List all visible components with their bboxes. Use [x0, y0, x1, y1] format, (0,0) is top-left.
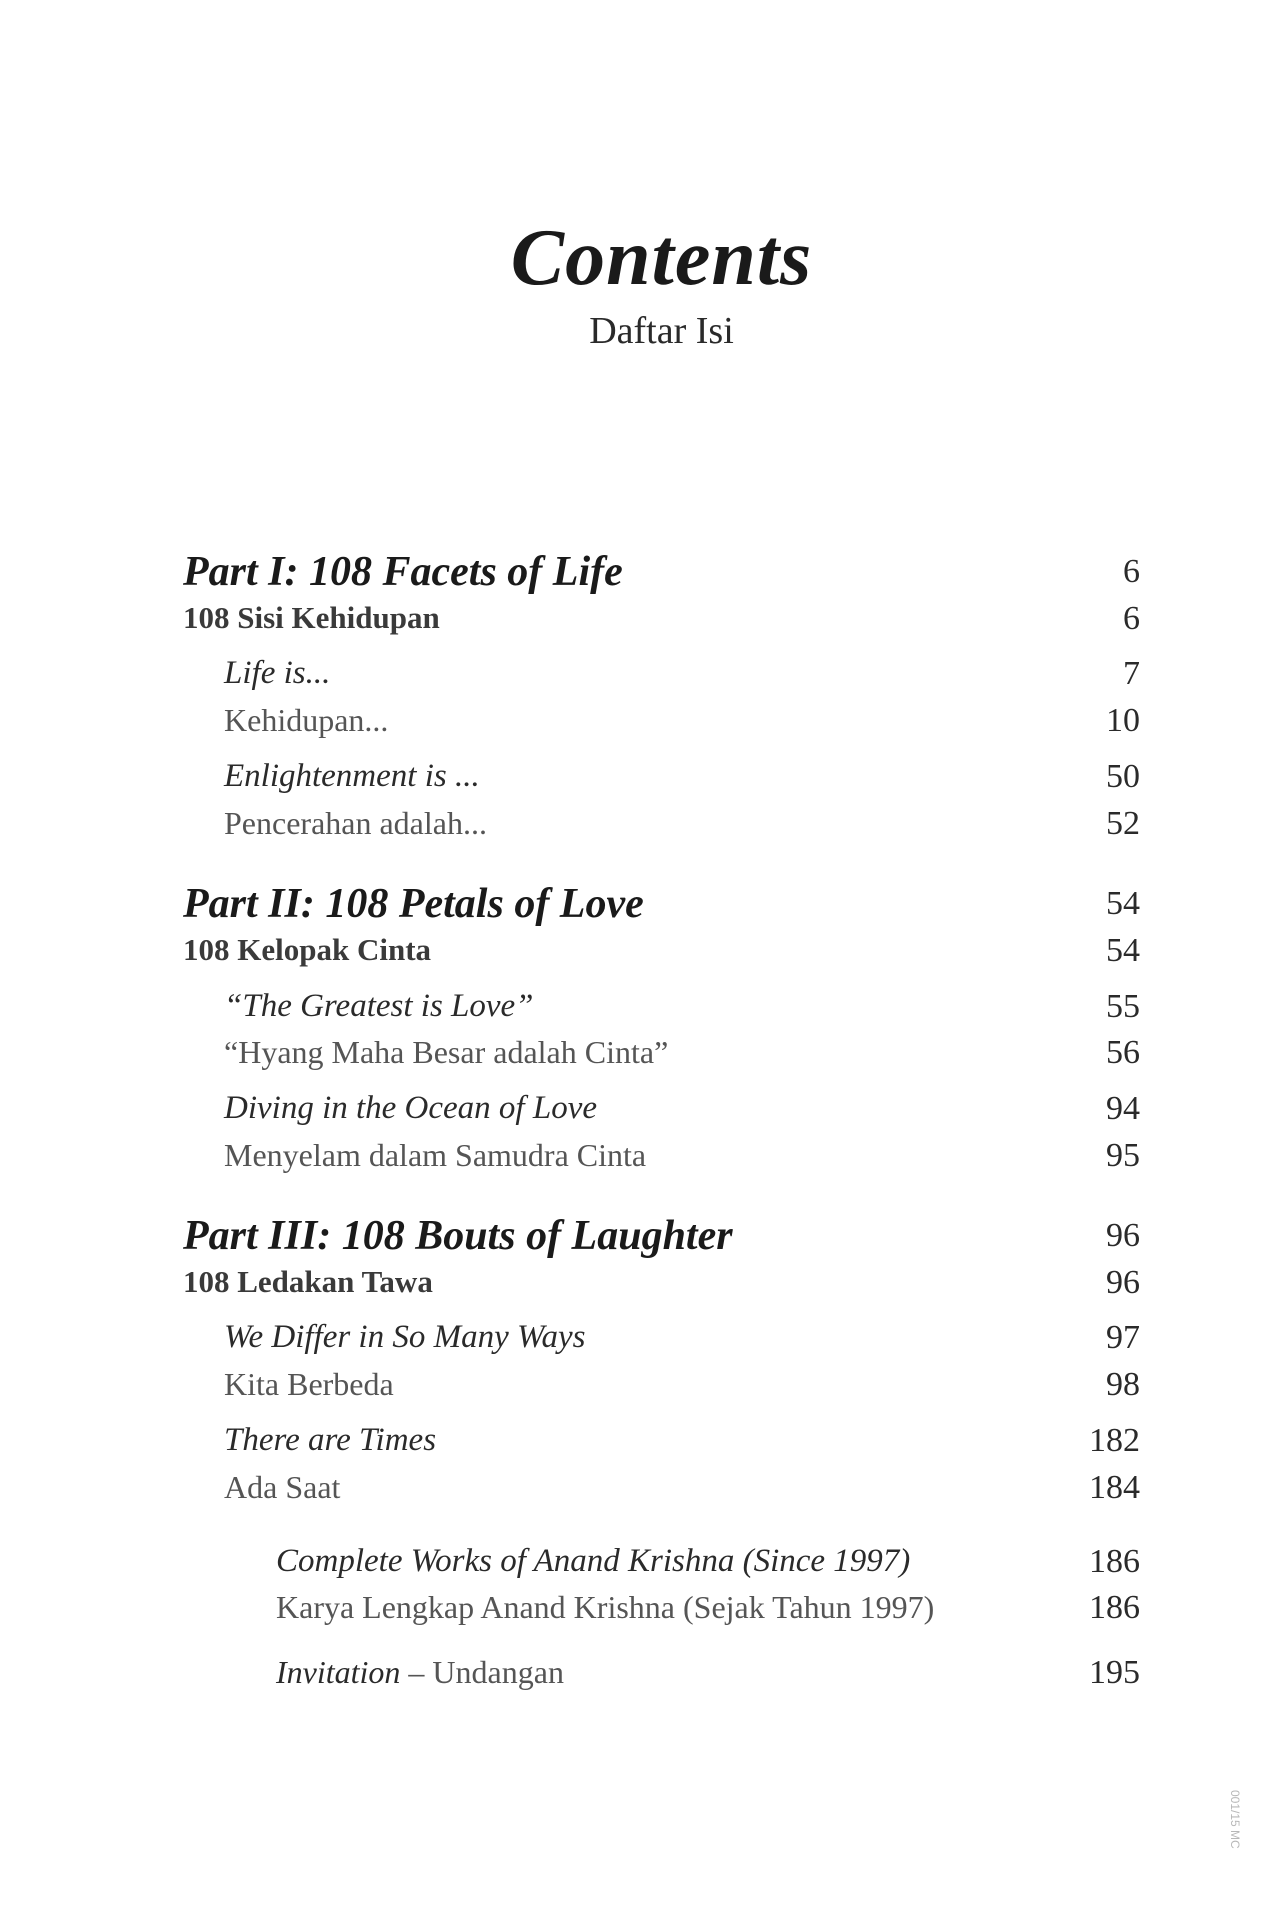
toc-entry-row[interactable] [0, 1321, 1280, 1369]
toc-page-number: 195 [1089, 1654, 1140, 1691]
side-stamp: 001/15 MC [1228, 1790, 1242, 1849]
toc-part-title: Part III: 108 Bouts of Laughter [183, 1213, 733, 1259]
toc-entry-title: “The Greatest is Love” [224, 988, 534, 1024]
toc-part-row[interactable] [0, 551, 1280, 599]
toc-entry-title: Enlightenment is ... [224, 758, 480, 794]
toc-page-number: 50 [1106, 758, 1140, 795]
toc-entry-row[interactable] [0, 657, 1280, 705]
toc-page-number: 10 [1106, 702, 1140, 739]
toc-entry-row[interactable] [0, 807, 1280, 855]
toc-entry-title: Menyelam dalam Samudra Cinta [224, 1137, 647, 1173]
toc-entry-title: “Hyang Maha Besar adalah Cinta” [224, 1034, 669, 1070]
toc-page-number: 96 [1106, 1217, 1140, 1254]
invitation-en: Invitation [276, 1654, 401, 1690]
toc-part-subtitle-row[interactable] [0, 1266, 1280, 1314]
toc-entry-row[interactable] [0, 704, 1280, 752]
toc-invitation-title [276, 1656, 564, 1688]
toc-entry-row[interactable] [0, 1139, 1280, 1187]
toc-page-number: 97 [1106, 1319, 1140, 1356]
toc-entry-row[interactable] [0, 1092, 1280, 1140]
invitation-id: Undangan [432, 1654, 564, 1690]
toc-page-number: 98 [1106, 1366, 1140, 1403]
toc-entry-title: Diving in the Ocean of Love [224, 1090, 597, 1126]
toc-page-number: 55 [1106, 988, 1140, 1025]
invitation-separator: – [400, 1654, 433, 1690]
toc-page-number: 6 [1123, 600, 1140, 637]
toc-entry-row[interactable] [0, 1036, 1280, 1084]
toc-page-number: 96 [1106, 1264, 1140, 1301]
toc-appendix-title: Complete Works of Anand Krishna (Since 1997) [276, 1543, 911, 1579]
toc-page-number: 184 [1089, 1469, 1140, 1506]
toc-page-number: 6 [1123, 553, 1140, 590]
toc-entry-row[interactable] [0, 1368, 1280, 1416]
toc-entry-title: We Differ in So Many Ways [224, 1319, 586, 1355]
toc-entry-title: Kita Berbeda [224, 1366, 394, 1402]
toc-page-number: 186 [1089, 1589, 1140, 1626]
page-subtitle: Daftar Isi [589, 310, 734, 352]
page-title: Contents [510, 214, 813, 302]
toc-entry-title: There are Times [224, 1422, 437, 1458]
toc-page-number: 186 [1089, 1543, 1140, 1580]
toc-page-number: 182 [1089, 1422, 1140, 1459]
toc-entry-row[interactable] [0, 1424, 1280, 1472]
toc-invitation-row[interactable] [0, 1656, 1280, 1704]
toc-page-number: 95 [1106, 1137, 1140, 1174]
toc-entry-row[interactable] [0, 1471, 1280, 1519]
toc-page-number: 56 [1106, 1034, 1140, 1071]
toc-entry-title: Kehidupan... [224, 702, 389, 738]
toc-appendix-title: Karya Lengkap Anand Krishna (Sejak Tahun 1997) [276, 1589, 935, 1625]
toc-entry-row[interactable] [0, 760, 1280, 808]
toc-part-subtitle: 108 Sisi Kehidupan [183, 600, 440, 635]
toc-part-subtitle: 108 Ledakan Tawa [183, 1264, 433, 1299]
toc-entry-title: Ada Saat [224, 1469, 341, 1505]
toc-page-number: 7 [1123, 655, 1140, 692]
toc-page-number: 52 [1106, 805, 1140, 842]
toc-appendix-row[interactable] [0, 1545, 1280, 1593]
toc-part-row[interactable] [0, 1215, 1280, 1263]
toc-part-subtitle-row[interactable] [0, 602, 1280, 650]
toc-entry-title: Pencerahan adalah... [224, 805, 487, 841]
toc-entry-row[interactable] [0, 990, 1280, 1038]
toc-part-subtitle: 108 Kelopak Cinta [183, 932, 432, 967]
toc-part-subtitle-row[interactable] [0, 934, 1280, 982]
toc-page-number: 54 [1106, 885, 1140, 922]
toc-part-title: Part II: 108 Petals of Love [183, 881, 644, 927]
toc-part-title: Part I: 108 Facets of Life [183, 549, 623, 595]
toc-entry-title: Life is... [224, 655, 331, 691]
toc-appendix-row[interactable] [0, 1591, 1280, 1639]
toc-page-number: 94 [1106, 1090, 1140, 1127]
toc-part-row[interactable] [0, 883, 1280, 931]
toc-page-number: 54 [1106, 932, 1140, 969]
